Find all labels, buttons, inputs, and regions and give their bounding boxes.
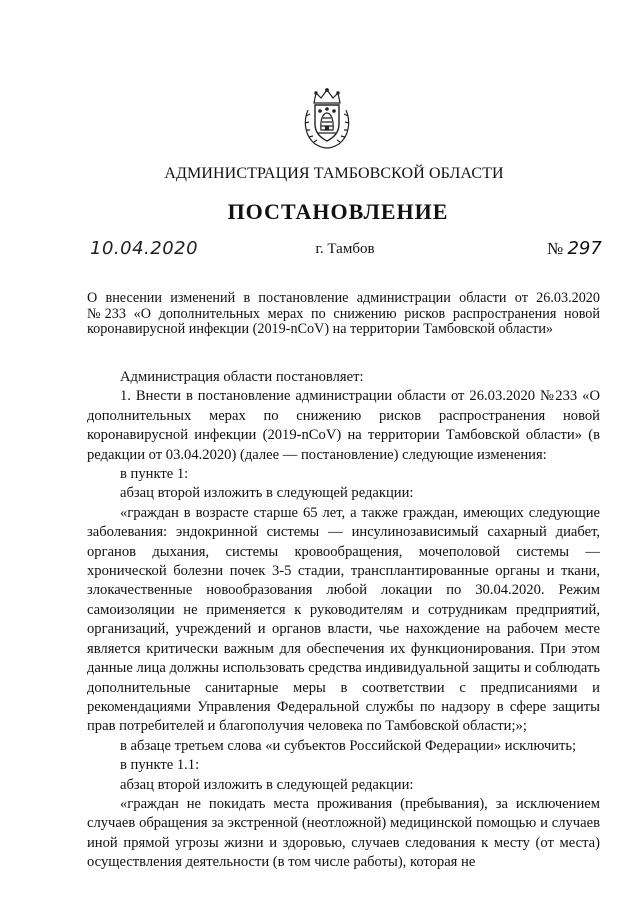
body-paragraph: абзац второй изложить в следующей редакции: bbox=[120, 776, 414, 793]
body-paragraph: в абзаце третьем слова «и субъектов Российской Федерации» исключить; bbox=[120, 737, 577, 754]
handwritten-date: 10.04.2020 bbox=[90, 238, 199, 259]
city-label: г. Тамбов bbox=[315, 241, 375, 257]
document-type-title: ПОСТАНОВЛЕНИЕ bbox=[227, 199, 449, 224]
document-subject: О внесении изменений в постановление администрации области от 26.03.2020 №233 «О дополнительных мерах по снижению рисков распространения новой коронавирусной инфекции (2019-nCoV) на территории Тамбовской области» bbox=[87, 290, 600, 337]
body-paragraph: 1. Внести в постановление администрации области от 26.03.2020 №233 «О дополнительных мерах по снижению рисков распространения новой коронавирусной инфекции (2019-nCoV) на территории Тамбовской области» (в редакции от 03.04.2020) (далее — постановление) следующие изменения: bbox=[87, 388, 600, 463]
body-paragraph: Администрация области постановляет: bbox=[120, 369, 364, 385]
number-prefix: № bbox=[547, 239, 564, 258]
body-paragraph: в пункте 1.1: bbox=[120, 757, 200, 774]
body-paragraph: «граждан не покидать места проживания (пребывания), за исключением случаев обращения за экстренной (неотложной) медицинской помощью и случаев иной прямой угрозы жизни и здоровью, случаев следования к месту (от места) осуществления деятельности (в том числе работы), которая не bbox=[87, 795, 600, 871]
body-paragraph: в пункте 1: bbox=[120, 466, 189, 483]
document-body bbox=[87, 368, 600, 873]
tambov-coat-of-arms-icon bbox=[300, 86, 354, 150]
body-paragraph: абзац второй изложить в следующей редакции: bbox=[120, 485, 414, 502]
body-paragraph: «граждан в возрасте старше 65 лет, а также граждан, имеющих следующие заболевания: эндокринной системы — инсулинозависимый сахарный диабет, органов дыхания, системы кровообращения, мочеполовой системы — хронической болезни почек 3-5 стадии, трансплантированные органы и ткани, злокачественные новообразования любой локации по 30.04.2020. Режим самоизоляции не применяется к руководителям и сотрудникам предприятий, организаций, учреждений и органов власти, чье нахождение на рабочем месте является критически важным для обеспечения их функционирования. При этом данные лица должны использовать средства индивидуальной защиты и соблюдать дополнительные санитарные меры в соответствии с предписаниями и рекомендациями Управления Федеральной службы по надзору в сфере защиты прав потребителей и благополучия человека по Тамбовской области;»; bbox=[87, 504, 601, 735]
handwritten-number: 297 bbox=[567, 238, 602, 259]
document-number bbox=[547, 238, 602, 259]
organization-title: АДМИНИСТРАЦИЯ ТАМБОВСКОЙ ОБЛАСТИ bbox=[164, 165, 504, 182]
